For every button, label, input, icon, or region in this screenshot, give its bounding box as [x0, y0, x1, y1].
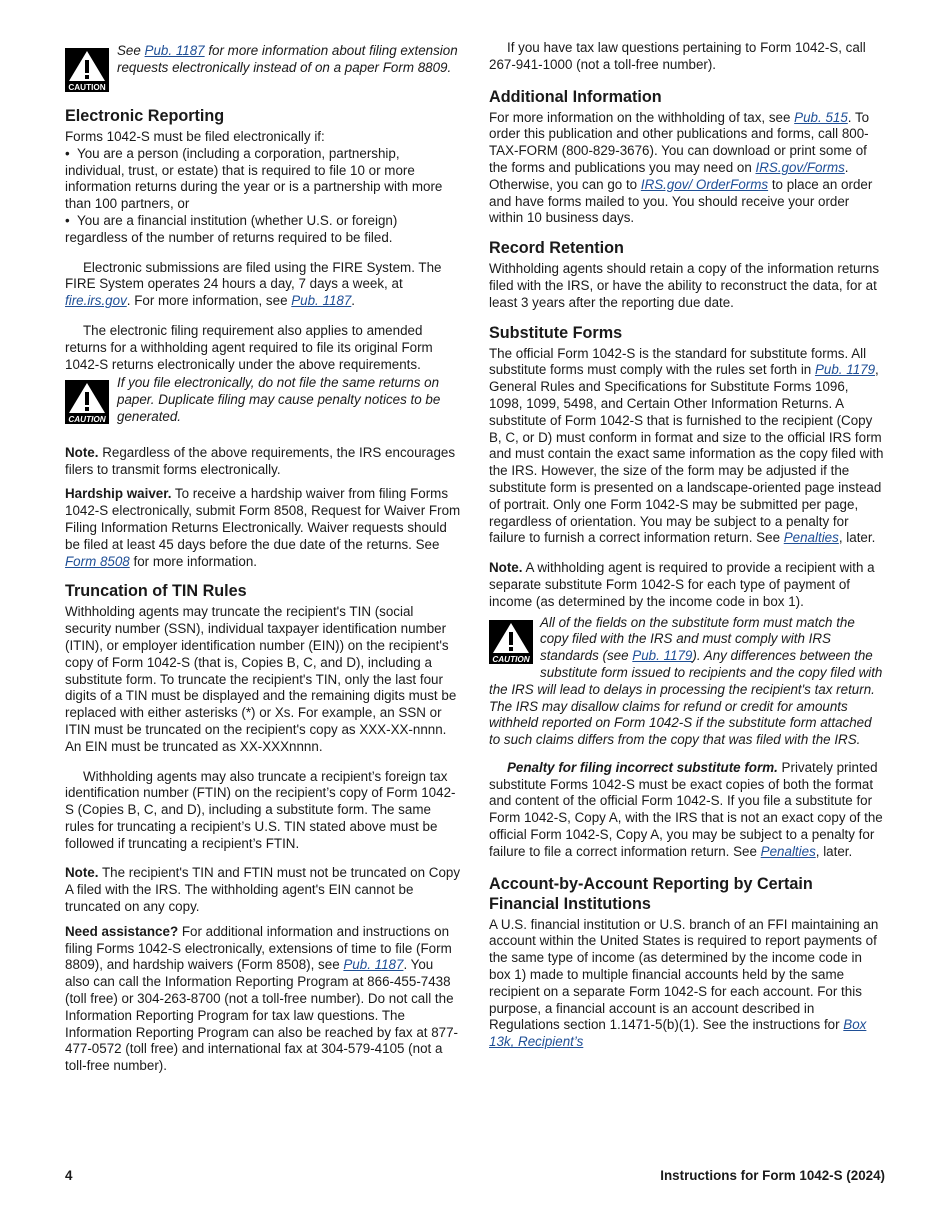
heading-substitute-forms: Substitute Forms [489, 323, 623, 342]
svg-text:CAUTION: CAUTION [492, 654, 530, 664]
right-column [489, 40, 885, 1051]
tin-paragraph-1: Withholding agents may truncate the recipient's TIN (social security number (SSN), individual taxpayer identification number (ITIN), or employer identification number (EIN)) on the recipient's copy of Form 1042-S (that is, Copies B, C, and D), including a substitute form. To truncate the recipient's TIN, only the last four digits of a TIN must be displayed and the remaining digits must be replaced with either asterisks (*) or Xs. For example, an SSN or ITIN must be truncated on the recipient's copy as XXX-XX-nnnn. An EIN must be truncated as XX-XXXnnnn. [65, 604, 457, 754]
penalties-link[interactable]: Penalties [760, 843, 816, 859]
caution-block-pub1187 [65, 43, 461, 92]
er-bullet-1: • You are a person (including a corporation, partnership, individual, trust, or estate) that is required to file 10 or more information returns during the year or is a partnership with more than 100 partners, or [65, 145, 443, 212]
tax-law-questions: If you have tax law questions pertaining to Form 1042-S, call 267-941-1000 (not a toll-free number). [489, 40, 866, 72]
er-fire-paragraph: Electronic submissions are filed using the FIRE System. The FIRE System operates 24 hours a day, 7 days a week, at fire.irs.gov. For more information, see Pub. 1187. [65, 259, 442, 309]
heading-electronic-reporting: Electronic Reporting [65, 107, 225, 125]
caution-text: All of the fields on the substitute form must match the copy filed with the IRS and must comply with IRS standards (see Pub. 1179). Any differences between the substitute form issued to recipients and the copy filed with the IRS will lead to delays in processing the recipient's tax return. The IRS may disallow claims for refund or credit for amounts withheld reported on Form 1042-S if the substitute form attached to such claims differs from the copy that was filed with the IRS. [489, 614, 883, 748]
box-13k-link[interactable]: Box 13k, Recipient’s [489, 1017, 867, 1050]
pub-1187-link[interactable]: Pub. 1187 [291, 293, 352, 309]
irs-gov-forms-link[interactable]: IRS.gov/Forms [755, 159, 845, 175]
note-separate-form: Note. A withholding agent is required to provide a recipient with a separate substitute Form 1042-S for each type of payment of income (as determined by the income code in box 1). [489, 560, 875, 609]
heading-account-by-account: Account-by-Account Reporting by Certain Financial Institutions [489, 874, 813, 913]
caution-block-substitute [489, 615, 885, 749]
hardship-waiver: Hardship waiver. To receive a hardship waiver from filing Forms 1042-S electronically, submit Form 8508, Request for Waiver From Filing Information Returns Electronically. Waiver requests should be filed at least 45 days before the due date of the returns. See Form 8508 for more information. [65, 486, 461, 569]
pub-1187-link[interactable]: Pub. 1187 [343, 957, 404, 973]
heading-additional-information: Additional Information [489, 87, 662, 106]
caution-icon [489, 620, 533, 664]
pub-1179-link[interactable]: Pub. 1179 [632, 648, 693, 664]
additional-info-paragraph: For more information on the withholding of tax, see Pub. 515. To order this publication and other publications and forms, call 800-TAX-FORM (800-829-3676). You can download or print some of the forms and publications you may need on IRS.gov/Forms. Otherwise, you can go to IRS.gov/ OrderForms to place an order and have forms mailed to you. You should receive your order within 10 business days. [489, 109, 873, 226]
form-8508-link[interactable]: Form 8508 [65, 553, 130, 569]
penalties-link[interactable]: Penalties [783, 530, 839, 546]
page-number: 4 [65, 1168, 73, 1183]
record-retention-paragraph: Withholding agents should retain a copy of the information returns filed with the IRS, or have the ability to reconstruct the data, for at least 3 years after the reporting due date. [489, 261, 880, 310]
er-amended-paragraph: The electronic filing requirement also applies to amended returns for a withholding agent required to file its original Form 1042-S returns electronically under the above requirements. [65, 322, 433, 372]
caution-icon [65, 380, 109, 424]
account-by-account-paragraph: A U.S. financial institution or U.S. branch of an FFI maintaining an account within the United States is required to report payments of the same type of income (as determined by the income code in box 1) made to multiple financial accounts held by the same recipient on a separate Form 1042-S for each account. For this purpose, a financial account is an account described in Regulations section 1.1471-5(b)(1). See the instructions for Box 13k, Recipient’s [489, 916, 879, 1050]
pub-515-link[interactable]: Pub. 515 [794, 109, 848, 125]
caution-block-duplicate [65, 375, 461, 425]
er-bullet-2: • You are a financial institution (whether U.S. or foreign) regardless of the number of returns required to be filed. [65, 212, 398, 245]
irs-gov-orderforms-link[interactable]: IRS.gov/ OrderForms [640, 176, 769, 192]
bullet-icon: • [65, 145, 70, 161]
heading-truncation-tin: Truncation of TIN Rules [65, 582, 247, 601]
penalty-incorrect-substitute: Penalty for filing incorrect substitute form. Privately printed substitute Forms 1042-S must be exact copies of both the format and content of the official Form 1042-S. If you file a substitute for Form 1042-S, Copy A, with the IRS that is not an exact copy of the official Form 1042-S, Copy A, you may be subject to a penalty for failure to file a correct information return. See Penalties, later. [489, 759, 883, 859]
svg-text:CAUTION: CAUTION [68, 415, 106, 425]
caution-icon [65, 48, 109, 92]
need-assistance: Need assistance? For additional information and instructions on filing Forms 1042-S electronically, extensions of time to file (Form 8809), and hardship waivers (Form 8508), see Pub. 1187. You also can call the Information Reporting Program at 866-455-7438 (toll free) or 304-263-8700 (not a toll-free number). Do not call the Information Reporting Program for tax law questions. The Information Reporting Program can also be reached by fax at 877-477-0572 (toll free) and international fax at 304-579-4105 (not a toll-free number). [65, 923, 459, 1074]
bullet-icon: • [65, 212, 70, 228]
caution-text: If you file electronically, do not file the same returns on paper. Duplicate filing may cause penalty notices to be generated. [117, 375, 441, 424]
footer-title: Instructions for Form 1042-S (2024) [660, 1168, 885, 1183]
note-copy-a: Note. The recipient's TIN and FTIN must not be truncated on Copy A filed with the IRS. The withholding agent's EIN cannot be truncated on any copy. [65, 865, 461, 915]
tin-paragraph-2: Withholding agents may also truncate a recipient’s foreign tax identification number (FTIN) on the recipient’s copy of Form 1042-S (Copies B, C, and D), including a substitute form. The same rules for truncating a recipient’s U.S. TIN stated above must be followed if truncating a recipient’s FTIN. [65, 768, 456, 851]
caution-text: See Pub. 1187 for more information about filing extension requests electronically instead of on a paper Form 8809. [117, 43, 458, 75]
er-intro: Forms 1042-S must be filed electronically if: [65, 129, 325, 144]
svg-text:CAUTION: CAUTION [68, 83, 106, 92]
note-encourage: Note. Regardless of the above requirements, the IRS encourages filers to transmit forms electronically. [65, 444, 456, 477]
pub-1179-link[interactable]: Pub. 1179 [814, 362, 876, 378]
pub-1187-link[interactable]: Pub. 1187 [144, 43, 205, 58]
heading-record-retention: Record Retention [489, 239, 624, 258]
left-column [65, 40, 461, 1075]
fire-irs-gov-link[interactable]: fire.irs.gov [65, 293, 127, 309]
substitute-forms-paragraph: The official Form 1042-S is the standard for substitute forms. All substitute forms must comply with the rules set forth in Pub. 1179, General Rules and Specifications for Substitute Forms 1096, 1098, 1099, 5498, and Certain Other Information Returns. A substitute of Form 1042-S that is furnished to the recipient (Copy B, C, or D) must conform in format and size to the official IRS form and must contain the exact same information as the copy filed with the IRS. However, the size of the form may be adjusted if the substitute form is presented on a landscape-oriented page instead of portrait. Only one Form 1042-S may be submitted per page, regardless of orientation. You may be subject to a penalty for failure to furnish a correct information return. See Penalties, later. [489, 345, 884, 546]
